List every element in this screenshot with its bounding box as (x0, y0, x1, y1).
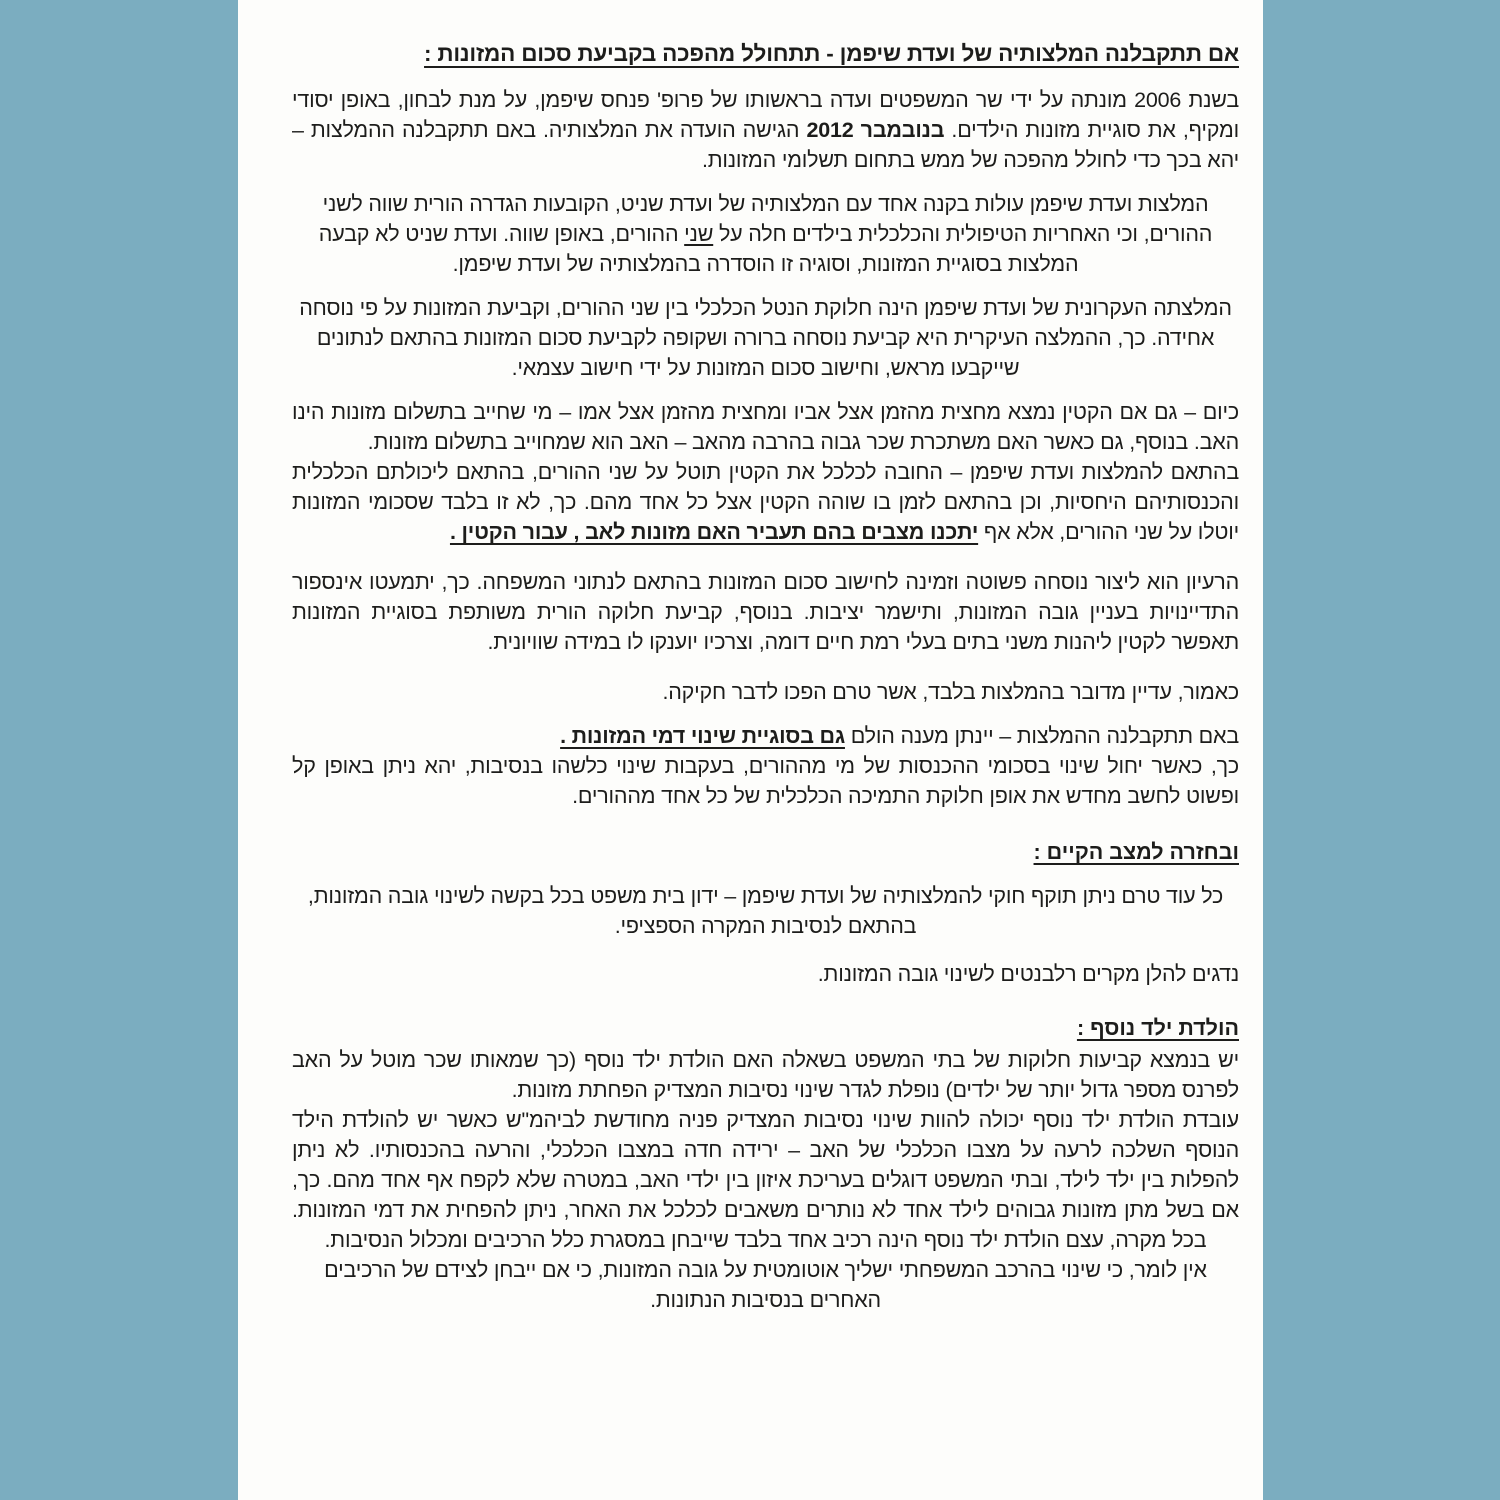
paragraph-recommendations-only: כאמור, עדיין מדובר בהמלצות בלבד, אשר טרם הפכו לדבר חקיקה. (662, 680, 1239, 704)
bold-underline-alimony-change: גם בסוגיית שינוי דמי המזונות . (560, 724, 845, 748)
section-heading-new-child: הולדת ילד נוסף : (1076, 1016, 1239, 1040)
paragraph-shared-burden (292, 457, 1239, 547)
paragraph-new-child-circumstances: עובדת הולדת ילד נוסף יכולה להוות שינוי נסיבות המצדיק פניה מחודשת לביהמ"ש כאשר יש להולדת הילד הנוסף השלכה לרעה על מצבו הכלכלי של האב – ירידה חדה במצבו הכלכלי, והרעה בהכנסותיו. לא ניתן להפלות בין ילד לילד, ובתי המשפט דוגלים בעריכת איזון בין ילדי האב, במטרה שלא לקפח אף אחד מהם. כך, אם בשל מתן מזונות גבוהים לילד אחד לא נותרים משאבים לכלכל את האחר, ניתן להפחית את דמי המזונות. בכל מקרה, עצם הולדת ילד נוסף הינה רכיב אחד בלבד שייבחן במסגרת כלל הרכיבים ומכלול הנסיבות. (292, 1108, 1239, 1252)
paragraph-shnit-committee (292, 189, 1239, 279)
paragraph-principal-recommendation: המלצתה העקרונית של ועדת שיפמן הינה חלוקת הנטל הכלכלי בין שני ההורים, וקביעת המזונות על פי נוסחה אחידה. כך, ההמלצה העיקרית היא קביעת נוסחה ברורה ושקופה לקביעת סכום המזונות בהתאם לנתונים שייקבעו מראש, וחישוב סכום המזונות על ידי חישוב עצמאי. (299, 296, 1232, 380)
text-run: בשנת 2006 מונתה על ידי שר המשפטים ועדה בראשותו של פרופ' פנחס שיפמן, על מנת לבחון, באופן יסודי ומקיף, את סוגיית מזונות הילדים. (292, 88, 1239, 142)
text-run: באם תתקבלנה ההמלצות – יינתן מענה הולם (844, 724, 1239, 748)
text-run: ההורים, באופן שווה. ועדת שניט לא קבעה המלצות בסוגיית המזונות, וסוגיה זו הוסדרה בהמלצותיה של ועדת שיפמן. (318, 222, 1079, 276)
paragraph-committee-appointment (292, 85, 1239, 175)
text-run: המלצות ועדת שיפמן עולות בקנה אחד עם המלצותיה של ועדת שניט, הקובעות הגדרה הורית שווה לשני ההורים, וכי האחריות הטיפולית והכלכלית בילדים חלה על (322, 192, 1213, 246)
paragraph-current-situation: כיום – גם אם הקטין נמצא מחצית מהזמן אצל אביו ומחצית מהזמן אצל אמו – מי שחייב בתשלום מזונות הינו האב. בנוסף, גם כאשר האם משתכרת שכר גבוה בהרבה מהאב – האב הוא שמחוייב בתשלום מזונות. (292, 400, 1239, 454)
paragraph-simple-formula: הרעיון הוא ליצור נוסחה פשוטה וזמינה לחישוב סכום המזונות בהתאם לנתוני המשפחה. כך, יתמעטו אינספור התדיינויות בעניין גובה המזונות, ותישמר יציבות. בנוסף, קביעת חלוקה הורית משותפת בסוגיית המזונות תאפשר לקטין ליהנות משני בתים בעלי רמת חיים דומה, וצרכיו יוענקו לו במידה שוויונית. (292, 570, 1239, 654)
paragraph-closing-note: אין לומר, כי שינוי בהרכב המשפחתי ישליך אוטומטית על גובה המזונות, כי אם ייבחן לצידם של הרכיבים האחרים בנסיבות הנתונות. (324, 1258, 1207, 1312)
underlined-word-both: שני (684, 222, 714, 246)
bold-underline-mother-pays: יתכנו מצבים בהם תעביר האם מזונות לאב , עבור הקטין . (449, 520, 979, 544)
paragraph-examples-intro: נדגים להלן מקרים רלבנטים לשינוי גובה המזונות. (817, 962, 1239, 986)
text-run: בהתאם להמלצות ועדת שיפמן – החובה לכלכל את הקטין תוטל על שני ההורים, בהתאם ליכולתם הכלכלית והכנסותיהם היחסיות, וכן בהתאם לזמן בו שוהה הקטין אצל כל אחד מהם. כך, לא זו בלבד שסכומי המזונות יוטלו על שני ההורים, אלא אף (292, 460, 1239, 544)
bold-november-2012: בנובמבר 2012 (806, 118, 945, 142)
paragraph-new-child-rulings: יש בנמצא קביעות חלוקות של בתי המשפט בשאלה האם הולדת ילד נוסף (כך שמאותו שכר מוטל על האב לפרנס מספר גדול יותר של ילדים) נופלת לגדר שינוי נסיבות המצדיק הפחתת מזונות. (292, 1048, 1239, 1102)
document-page (238, 0, 1263, 1500)
document-title: אם תתקבלנה המלצותיה של ועדת שיפמן - תתחולל מהפכה בקביעת סכום המזונות : (424, 41, 1239, 66)
paragraph-court-discretion: כל עוד טרם ניתן תוקף חוקי להמלצותיה של ועדת שיפמן – ידון בית משפט בכל בקשה לשינוי גובה המזונות, בהתאם לנסיבות המקרה הספציפי. (307, 884, 1224, 938)
text-run: הגישה הועדה את המלצותיה. באם תתקבלנה ההמלצות – יהא בכך כדי לחולל מהפכה של ממש בתחום תשלומי המזונות. (292, 118, 1239, 172)
section-heading-back-to-current: ובחזרה למצב הקיים : (1033, 840, 1239, 864)
text-run: כך, כאשר יחול שינוי בסכומי ההכנסות של מי מההורים, בעקבות שינוי כלשהו בנסיבות, יהא ניתן באופן קל ופשוט לחשב מחדש את אופן חלוקת התמיכה הכלכלית של כל אחד מההורים. (292, 754, 1239, 808)
paragraph-change-of-alimony (292, 721, 1239, 811)
